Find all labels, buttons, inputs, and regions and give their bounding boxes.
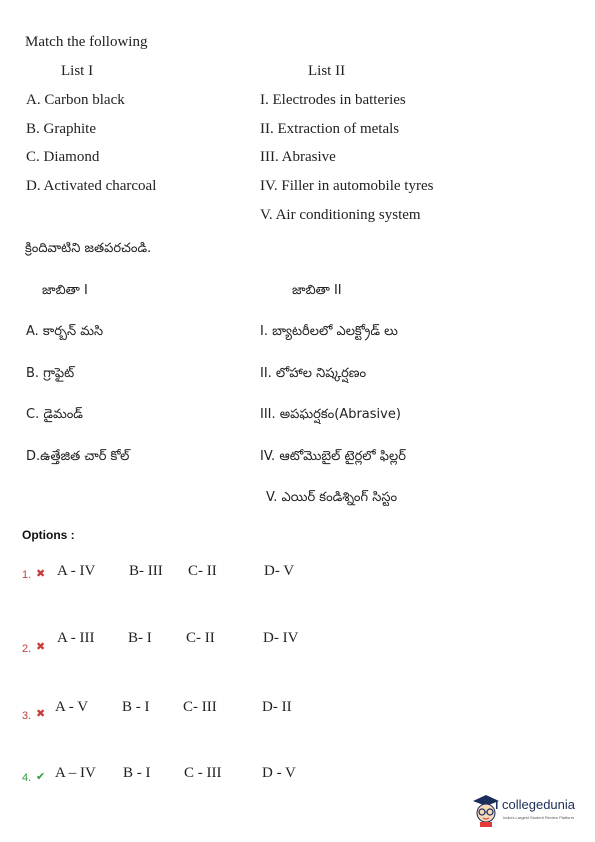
option-cell: B- III — [129, 563, 163, 579]
telugu-list2-item: V. ఎయిర్ కండిశ్నింగ్ సిస్టం — [266, 490, 398, 505]
telugu-title: క్రిందివాటిని జతపరచండి. — [25, 241, 152, 256]
telugu-list2-item: I. బ్యాటరీలలో ఎలక్ట్రోడ్ లు — [260, 324, 398, 339]
option-cell: C- II — [186, 630, 215, 646]
option-cell: D- II — [262, 699, 292, 715]
logo-wordmark: collegedunia — [502, 797, 576, 812]
telugu-list1-item: B. గ్రాఫైట్ — [26, 366, 75, 381]
option-cell: C- II — [188, 563, 217, 579]
list1-item: D. Activated charcoal — [26, 178, 157, 194]
telugu-list2-item: III. అపఘర్షకం(Abrasive) — [260, 407, 401, 422]
option-cell: A - V — [55, 699, 89, 715]
list2-item: IV. Filler in automobile tyres — [260, 178, 434, 194]
option-3[interactable] — [22, 699, 322, 722]
cross-icon: ✖ — [36, 567, 46, 580]
option-number: 3. — [22, 710, 32, 722]
telugu-list2-item: IV. ఆటోమొబైల్ టైర్లలో ఫిల్లర్ — [260, 449, 406, 464]
list2-item: II. Extraction of metals — [260, 121, 400, 137]
list2-item: I. Electrodes in batteries — [260, 92, 406, 108]
option-cell: C - III — [184, 765, 222, 781]
telugu-list1-item: A. కార్బన్ మసి — [26, 324, 104, 339]
list1-item: C. Diamond — [26, 149, 100, 165]
option-1[interactable] — [22, 563, 322, 583]
list2-header: List II — [308, 63, 346, 79]
option-number: 1. — [22, 569, 32, 581]
list1-header: List I — [61, 63, 94, 79]
options-heading: Options : — [22, 528, 75, 542]
list1-item: A. Carbon black — [26, 92, 125, 108]
option-number: 4. — [22, 772, 32, 784]
check-icon: ✔ — [36, 770, 46, 783]
option-cell: D- IV — [263, 630, 299, 646]
option-cell: A – IV — [55, 765, 96, 781]
option-cell: B- I — [128, 630, 152, 646]
option-cell: D- V — [264, 563, 295, 579]
telugu-list1-header: జాబితా I — [42, 283, 88, 298]
option-cell: B - I — [123, 765, 151, 781]
option-4[interactable] — [22, 765, 322, 785]
list2-item: V. Air conditioning system — [260, 207, 421, 223]
list1-item: B. Graphite — [26, 121, 96, 137]
cross-icon: ✖ — [36, 640, 46, 653]
cross-icon: ✖ — [36, 707, 46, 720]
telugu-list1-item: C. డైమండ్ — [26, 407, 83, 422]
telugu-list2-header: జాబితా II — [292, 283, 342, 298]
logo-tagline: India's Largest Student Review Platform — [503, 815, 575, 820]
option-cell: C- III — [183, 699, 217, 715]
telugu-list1-item: D.ఉత్తేజిత చార్ కోల్ — [26, 449, 130, 464]
collegedunia-logo[interactable] — [472, 793, 592, 831]
option-number: 2. — [22, 643, 32, 655]
option-2[interactable] — [22, 630, 322, 655]
question-title: Match the following — [25, 34, 148, 50]
option-cell: A - IV — [57, 563, 96, 579]
option-cell: B - I — [122, 699, 150, 715]
option-cell: A - III — [57, 630, 95, 646]
list2-item: III. Abrasive — [260, 149, 336, 165]
telugu-list2-item: II. లోహాల నిష్కర్షణం — [260, 366, 367, 381]
option-cell: D - V — [262, 765, 296, 781]
student-mascot-icon — [472, 793, 500, 827]
